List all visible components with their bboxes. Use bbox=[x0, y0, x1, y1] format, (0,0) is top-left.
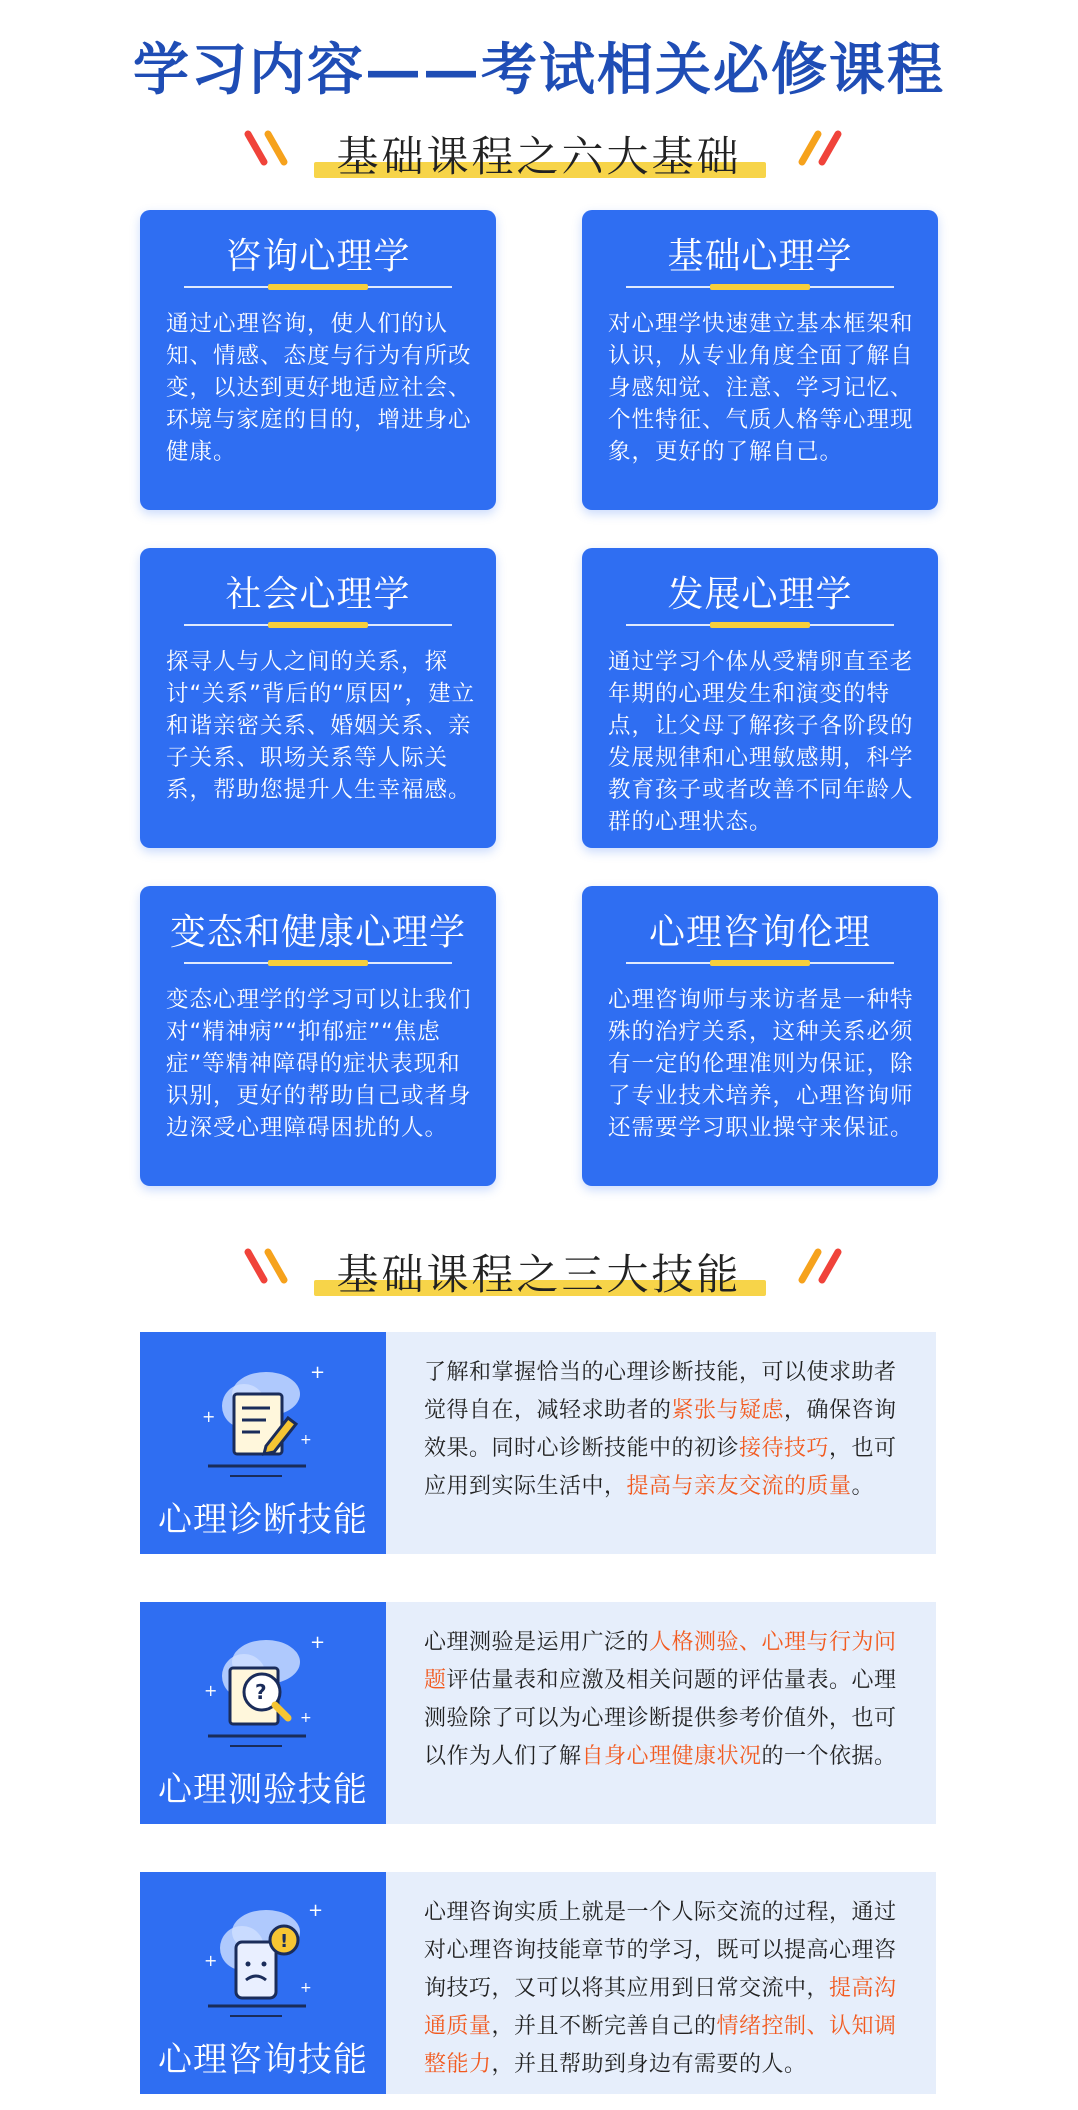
section-heading-text: 基础课程之六大基础 bbox=[336, 132, 742, 181]
card-description: 变态心理学的学习可以让我们对“精神病”“抑郁症”“焦虑症”等精神障碍的症状表现和识别，更好的帮助自己或者身边深受心理障碍困扰的人。 bbox=[166, 987, 472, 1141]
skill-label-panel bbox=[140, 1602, 386, 1824]
text-segment: 评估量表和应激及相关问题的评估量表。心理测验除了可以为心理诊断提供参考价值外，也可以作为人们了解 bbox=[424, 1668, 897, 1769]
card-description: 对心理学快速建立基本框架和认识，从专业角度全面了解自身感知觉、注意、学习记忆、个性特征、气质人格等心理现象，更好的了解自己。 bbox=[608, 311, 914, 465]
svg-text:+: + bbox=[300, 1432, 312, 1448]
card-divider bbox=[184, 286, 452, 288]
card-description: 探寻人与人之间的关系，探讨“关系”背后的“原因”，建立和谐亲密关系、婚姻关系、亲子关系、职场关系等人际关系，帮助您提升人生幸福感。 bbox=[166, 649, 476, 803]
section-heading-six-foundations bbox=[0, 118, 1078, 188]
skill-description bbox=[424, 1354, 912, 1506]
course-card-counseling-ethics bbox=[582, 886, 938, 1186]
magnifier-question-icon bbox=[182, 1618, 332, 1758]
text-segment: ，也可应用到实际生活中， bbox=[424, 1436, 897, 1499]
skill-block-diagnosis bbox=[140, 1332, 936, 1554]
text-segment: 。 bbox=[851, 1474, 875, 1499]
card-title: 发展心理学 bbox=[667, 574, 853, 615]
card-description: 通过学习个体从受精卵直至老年期的心理发生和演变的特点，让父母了解孩子各阶段的发展规律和心理敏感期，科学教育孩子或者改善不同年龄人群的心理状态。 bbox=[608, 649, 914, 835]
svg-text:?: ? bbox=[255, 1680, 267, 1704]
svg-text:+: + bbox=[204, 1681, 218, 1700]
card-title: 基础心理学 bbox=[667, 236, 853, 277]
skill-name: 心理诊断技能 bbox=[158, 1500, 368, 1540]
text-segment: 心理测验是运用广泛的 bbox=[424, 1630, 650, 1655]
svg-text:+: + bbox=[204, 1951, 218, 1970]
course-card-basic-psychology bbox=[582, 210, 938, 510]
card-description: 心理咨询师与来访者是一种特殊的治疗关系，这种关系必须有一定的伦理准则为保证，除了专业技术培养，心理咨询师还需要学习职业操守来保证。 bbox=[608, 987, 914, 1141]
page-title: 学习内容——考试相关必修课程 bbox=[133, 37, 945, 103]
card-title: 咨询心理学 bbox=[225, 236, 411, 277]
highlight-text: 提高沟通质量 bbox=[424, 1976, 897, 2039]
svg-text:+: + bbox=[300, 1710, 312, 1726]
card-divider bbox=[626, 624, 894, 626]
card-divider bbox=[184, 624, 452, 626]
skill-label-panel bbox=[140, 1332, 386, 1554]
skill-label-panel bbox=[140, 1872, 386, 2094]
highlight-text: 紧张与疑虑 bbox=[671, 1398, 785, 1423]
card-title: 变态和健康心理学 bbox=[169, 912, 466, 953]
highlight-text: 人格测验、心理与行为问题 bbox=[424, 1630, 897, 1693]
card-title: 心理咨询伦理 bbox=[648, 912, 871, 953]
text-segment: ，确保咨询效果。同时心诊断技能中的初诊 bbox=[424, 1398, 897, 1461]
svg-text:!: ! bbox=[280, 1931, 289, 1952]
text-segment: ，并且帮助到身边有需要的人。 bbox=[491, 2052, 807, 2077]
course-card-counseling-psychology bbox=[140, 210, 496, 510]
phone-alert-icon bbox=[182, 1888, 332, 2028]
card-description: 通过心理咨询，使人们的认知、情感、态度与行为有所改变，以达到更好地适应社会、环境与家庭的目的，增进身心健康。 bbox=[166, 311, 472, 465]
course-card-social-psychology bbox=[140, 548, 496, 848]
section-heading-three-skills bbox=[0, 1236, 1078, 1306]
card-divider bbox=[626, 286, 894, 288]
svg-text:+: + bbox=[310, 1632, 326, 1653]
card-title: 社会心理学 bbox=[225, 574, 411, 615]
text-segment: 心理咨询实质上就是一个人际交流的过程，通过对心理咨询技能章节的学习，既可以提高心理咨询技巧，又可以将其应用到日常交流中， bbox=[424, 1900, 897, 2001]
svg-text:+: + bbox=[300, 1980, 312, 1996]
highlight-text: 提高与亲友交流的质量 bbox=[626, 1474, 852, 1499]
svg-text:+: + bbox=[308, 1900, 324, 1921]
course-card-developmental-psychology bbox=[582, 548, 938, 848]
course-card-abnormal-health-psychology bbox=[140, 886, 496, 1186]
text-segment: ，并且不断完善自己的 bbox=[491, 2014, 717, 2039]
highlight-text: 情绪控制、认知调整能力 bbox=[424, 2014, 897, 2077]
skill-name: 心理测验技能 bbox=[158, 1770, 368, 1810]
highlight-text: 接待技巧 bbox=[739, 1436, 830, 1461]
skill-block-testing bbox=[140, 1602, 936, 1824]
svg-text:+: + bbox=[310, 1362, 326, 1383]
card-divider bbox=[626, 962, 894, 964]
text-segment: 了解和掌握恰当的心理诊断技能，可以使求助者觉得自在，减轻求助者的 bbox=[424, 1360, 897, 1423]
section-heading-text: 基础课程之三大技能 bbox=[336, 1250, 742, 1299]
text-segment: 的一个依据。 bbox=[761, 1744, 897, 1769]
highlight-text: 自身心理健康状况 bbox=[581, 1744, 762, 1769]
decorative-strokes-icon bbox=[788, 126, 848, 170]
decorative-strokes-icon bbox=[788, 1244, 848, 1288]
skill-description bbox=[424, 1894, 912, 2084]
skill-description bbox=[424, 1624, 912, 1776]
skill-block-counseling bbox=[140, 1872, 936, 2094]
card-divider bbox=[184, 962, 452, 964]
skill-name: 心理咨询技能 bbox=[158, 2040, 368, 2080]
document-pencil-icon bbox=[182, 1348, 332, 1488]
svg-text:+: + bbox=[202, 1407, 216, 1426]
